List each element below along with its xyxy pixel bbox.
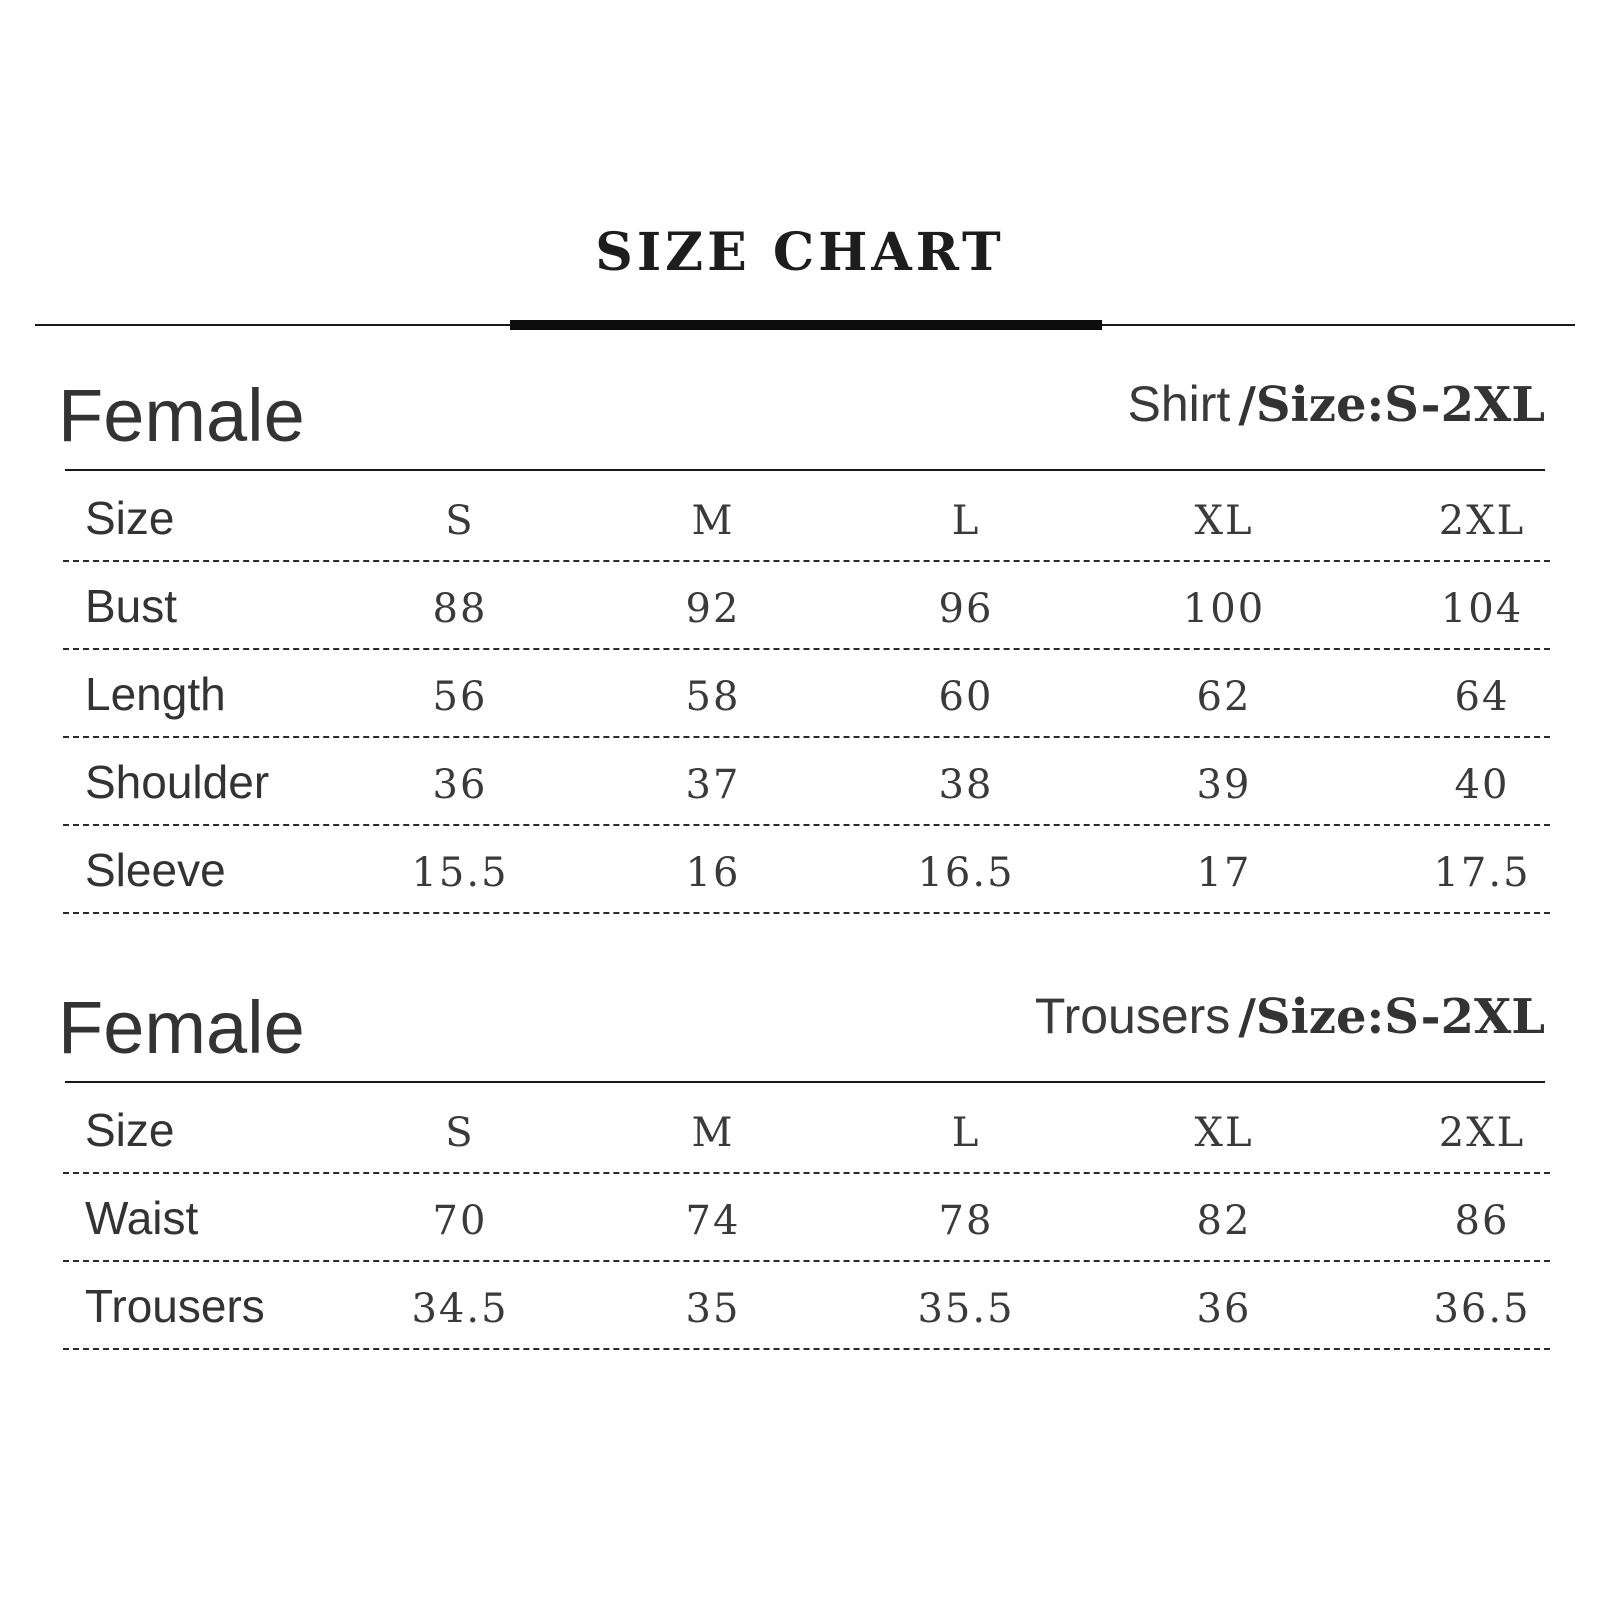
table-row [0,650,1600,738]
table-cell: 60 [938,674,994,720]
size-range: /Size:S-2XL [1238,377,1545,433]
table-cell: 15.5 [411,850,509,896]
table-row [0,1174,1600,1262]
size-range: /Size:S-2XL [1238,989,1545,1045]
table-cell: 34.5 [411,1286,509,1332]
size-header-cell: XL [1194,498,1254,544]
table-row [0,738,1600,826]
page-title: SIZE CHART [595,222,1005,283]
table-cell: 56 [432,674,488,720]
row-label: Size [85,1104,175,1156]
size-header-cell: 2XL [1438,498,1526,544]
table-cell: 82 [1196,1198,1252,1244]
row-label: Size [85,492,175,544]
dashed-divider [63,1348,1550,1350]
row-label: Shoulder [85,756,270,808]
table-cell: 16 [685,850,741,896]
dashed-divider [63,912,1550,914]
trousers-section-header [0,983,1600,1083]
size-header-cell: L [951,1110,981,1156]
table-cell: 78 [938,1198,994,1244]
row-label: Bust [85,580,178,632]
size-header-cell: 2XL [1438,1110,1526,1156]
section-divider [65,1081,1545,1083]
table-cell: 62 [1196,674,1252,720]
table-cell: 16.5 [917,850,1015,896]
table-header-row [0,474,1600,562]
table-cell: 35.5 [917,1286,1015,1332]
table-cell: 36 [432,762,488,808]
table-cell: 88 [432,586,488,632]
garment-type: Shirt [1127,376,1231,432]
section-divider [65,469,1545,471]
size-header-cell: S [445,498,475,544]
table-cell: 100 [1182,586,1266,632]
size-header-cell: M [691,498,735,544]
title-underline [510,320,1102,330]
size-range-label [1035,988,1545,1061]
gender-heading: Female [58,374,305,457]
size-range-label [1128,376,1546,449]
size-header-cell: S [445,1110,475,1156]
table-cell: 40 [1454,762,1510,808]
table-cell: 36 [1196,1286,1252,1332]
row-label: Waist [85,1192,199,1244]
size-header-cell: L [951,498,981,544]
table-cell: 64 [1454,674,1510,720]
table-cell: 96 [938,586,994,632]
table-cell: 92 [685,586,741,632]
table-cell: 74 [685,1198,741,1244]
row-label: Trousers [85,1280,265,1332]
table-cell: 17.5 [1433,850,1531,896]
table-cell: 37 [685,762,741,808]
table-cell: 36.5 [1433,1286,1531,1332]
size-header-cell: M [691,1110,735,1156]
size-header-cell: XL [1194,1110,1254,1156]
table-cell: 58 [685,674,741,720]
gender-heading: Female [58,986,305,1069]
row-label: Length [85,668,226,720]
table-cell: 39 [1196,762,1252,808]
table-row [0,562,1600,650]
shirt-section-header [0,371,1600,471]
table-row [0,826,1600,914]
table-cell: 86 [1454,1198,1510,1244]
garment-type: Trousers [1034,988,1231,1044]
row-label: Sleeve [85,844,226,896]
table-header-row [0,1086,1600,1174]
table-cell: 38 [938,762,994,808]
table-cell: 17 [1196,850,1252,896]
table-row [0,1262,1600,1350]
table-cell: 35 [685,1286,741,1332]
table-cell: 70 [432,1198,488,1244]
table-cell: 104 [1440,586,1524,632]
